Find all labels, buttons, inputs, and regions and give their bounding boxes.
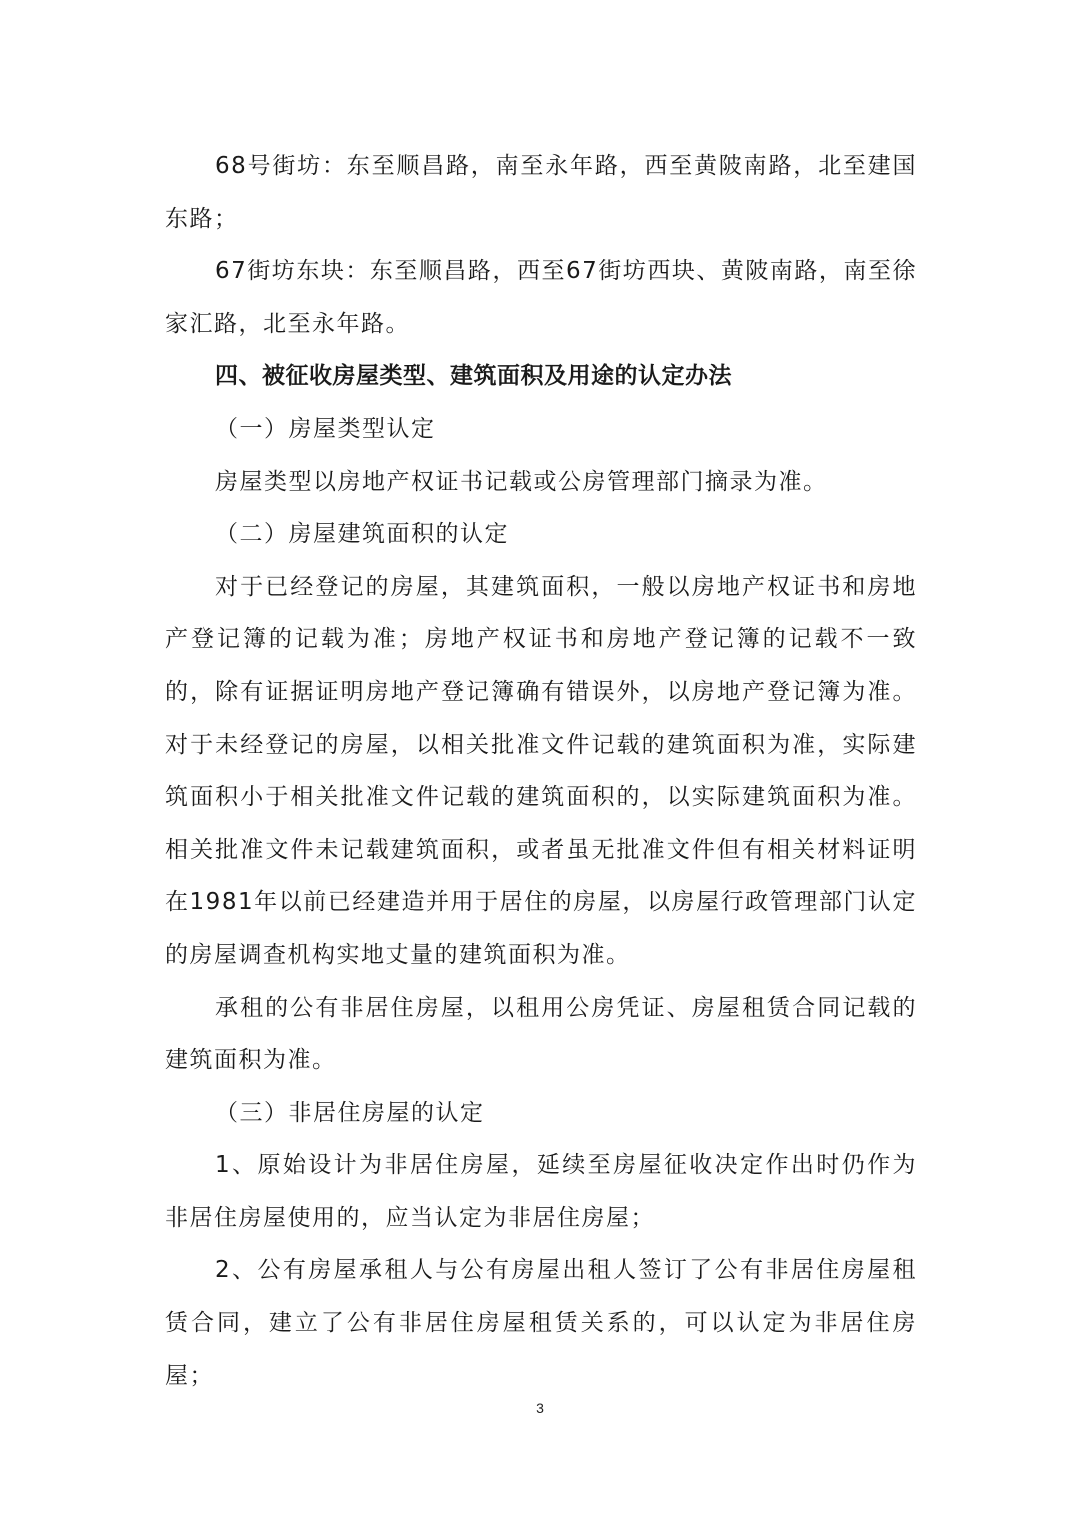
document-body [165,140,917,1402]
section-heading: 四、被征收房屋类型、建筑面积及用途的认定办法 [215,363,732,390]
paragraph-non-residential-2: 2、公有房屋承租人与公有房屋出租人签订了公有非居住房屋租赁合同，建立了公有非居住房屋租赁关系的，可以认定为非居住房屋； [165,1257,917,1389]
paragraph-block-67-east: 67街坊东块：东至顺昌路，西至67街坊西块、黄陂南路，南至徐家汇路，北至永年路。 [165,258,917,337]
page-number: 3 [536,1400,544,1416]
paragraph-block-68: 68号街坊：东至顺昌路，南至永年路，西至黄陂南路，北至建国东路； [165,153,917,232]
paragraph-non-residential-1: 1、原始设计为非居住房屋，延续至房屋征收决定作出时仍作为非居住房屋使用的，应当认定为非居住房屋； [165,1152,917,1231]
subsection-title-building-area: （二）房屋建筑面积的认定 [215,521,509,548]
paragraph-building-area: 对于已经登记的房屋，其建筑面积，一般以房地产权证书和房地产登记簿的记载为准；房地产权证书和房地产登记簿的记载不一致的，除有证据证明房地产登记簿确有错误外，以房地产登记簿为准。对于未经登记的房屋，以相关批准文件记载的建筑面积为准，实际建筑面积小于相关批准文件记载的建筑面积的，以实际建筑面积为准。相关批准文件未记载建筑面积，或者虽无批准文件但有相关材料证明在1981年以前已经建造并用于居住的房屋，以房屋行政管理部门认定的房屋调查机构实地丈量的建筑面积为准。 [165,573,917,968]
paragraph-leased-public-area: 承租的公有非居住房屋，以租用公房凭证、房屋租赁合同记载的建筑面积为准。 [165,994,917,1074]
subsection-title-non-residential: （三）非居住房屋的认定 [215,1099,485,1126]
paragraph-house-type: 房屋类型以房地产权证书记载或公房管理部门摘录为准。 [215,468,828,495]
subsection-title-house-type: （一）房屋类型认定 [215,415,436,442]
